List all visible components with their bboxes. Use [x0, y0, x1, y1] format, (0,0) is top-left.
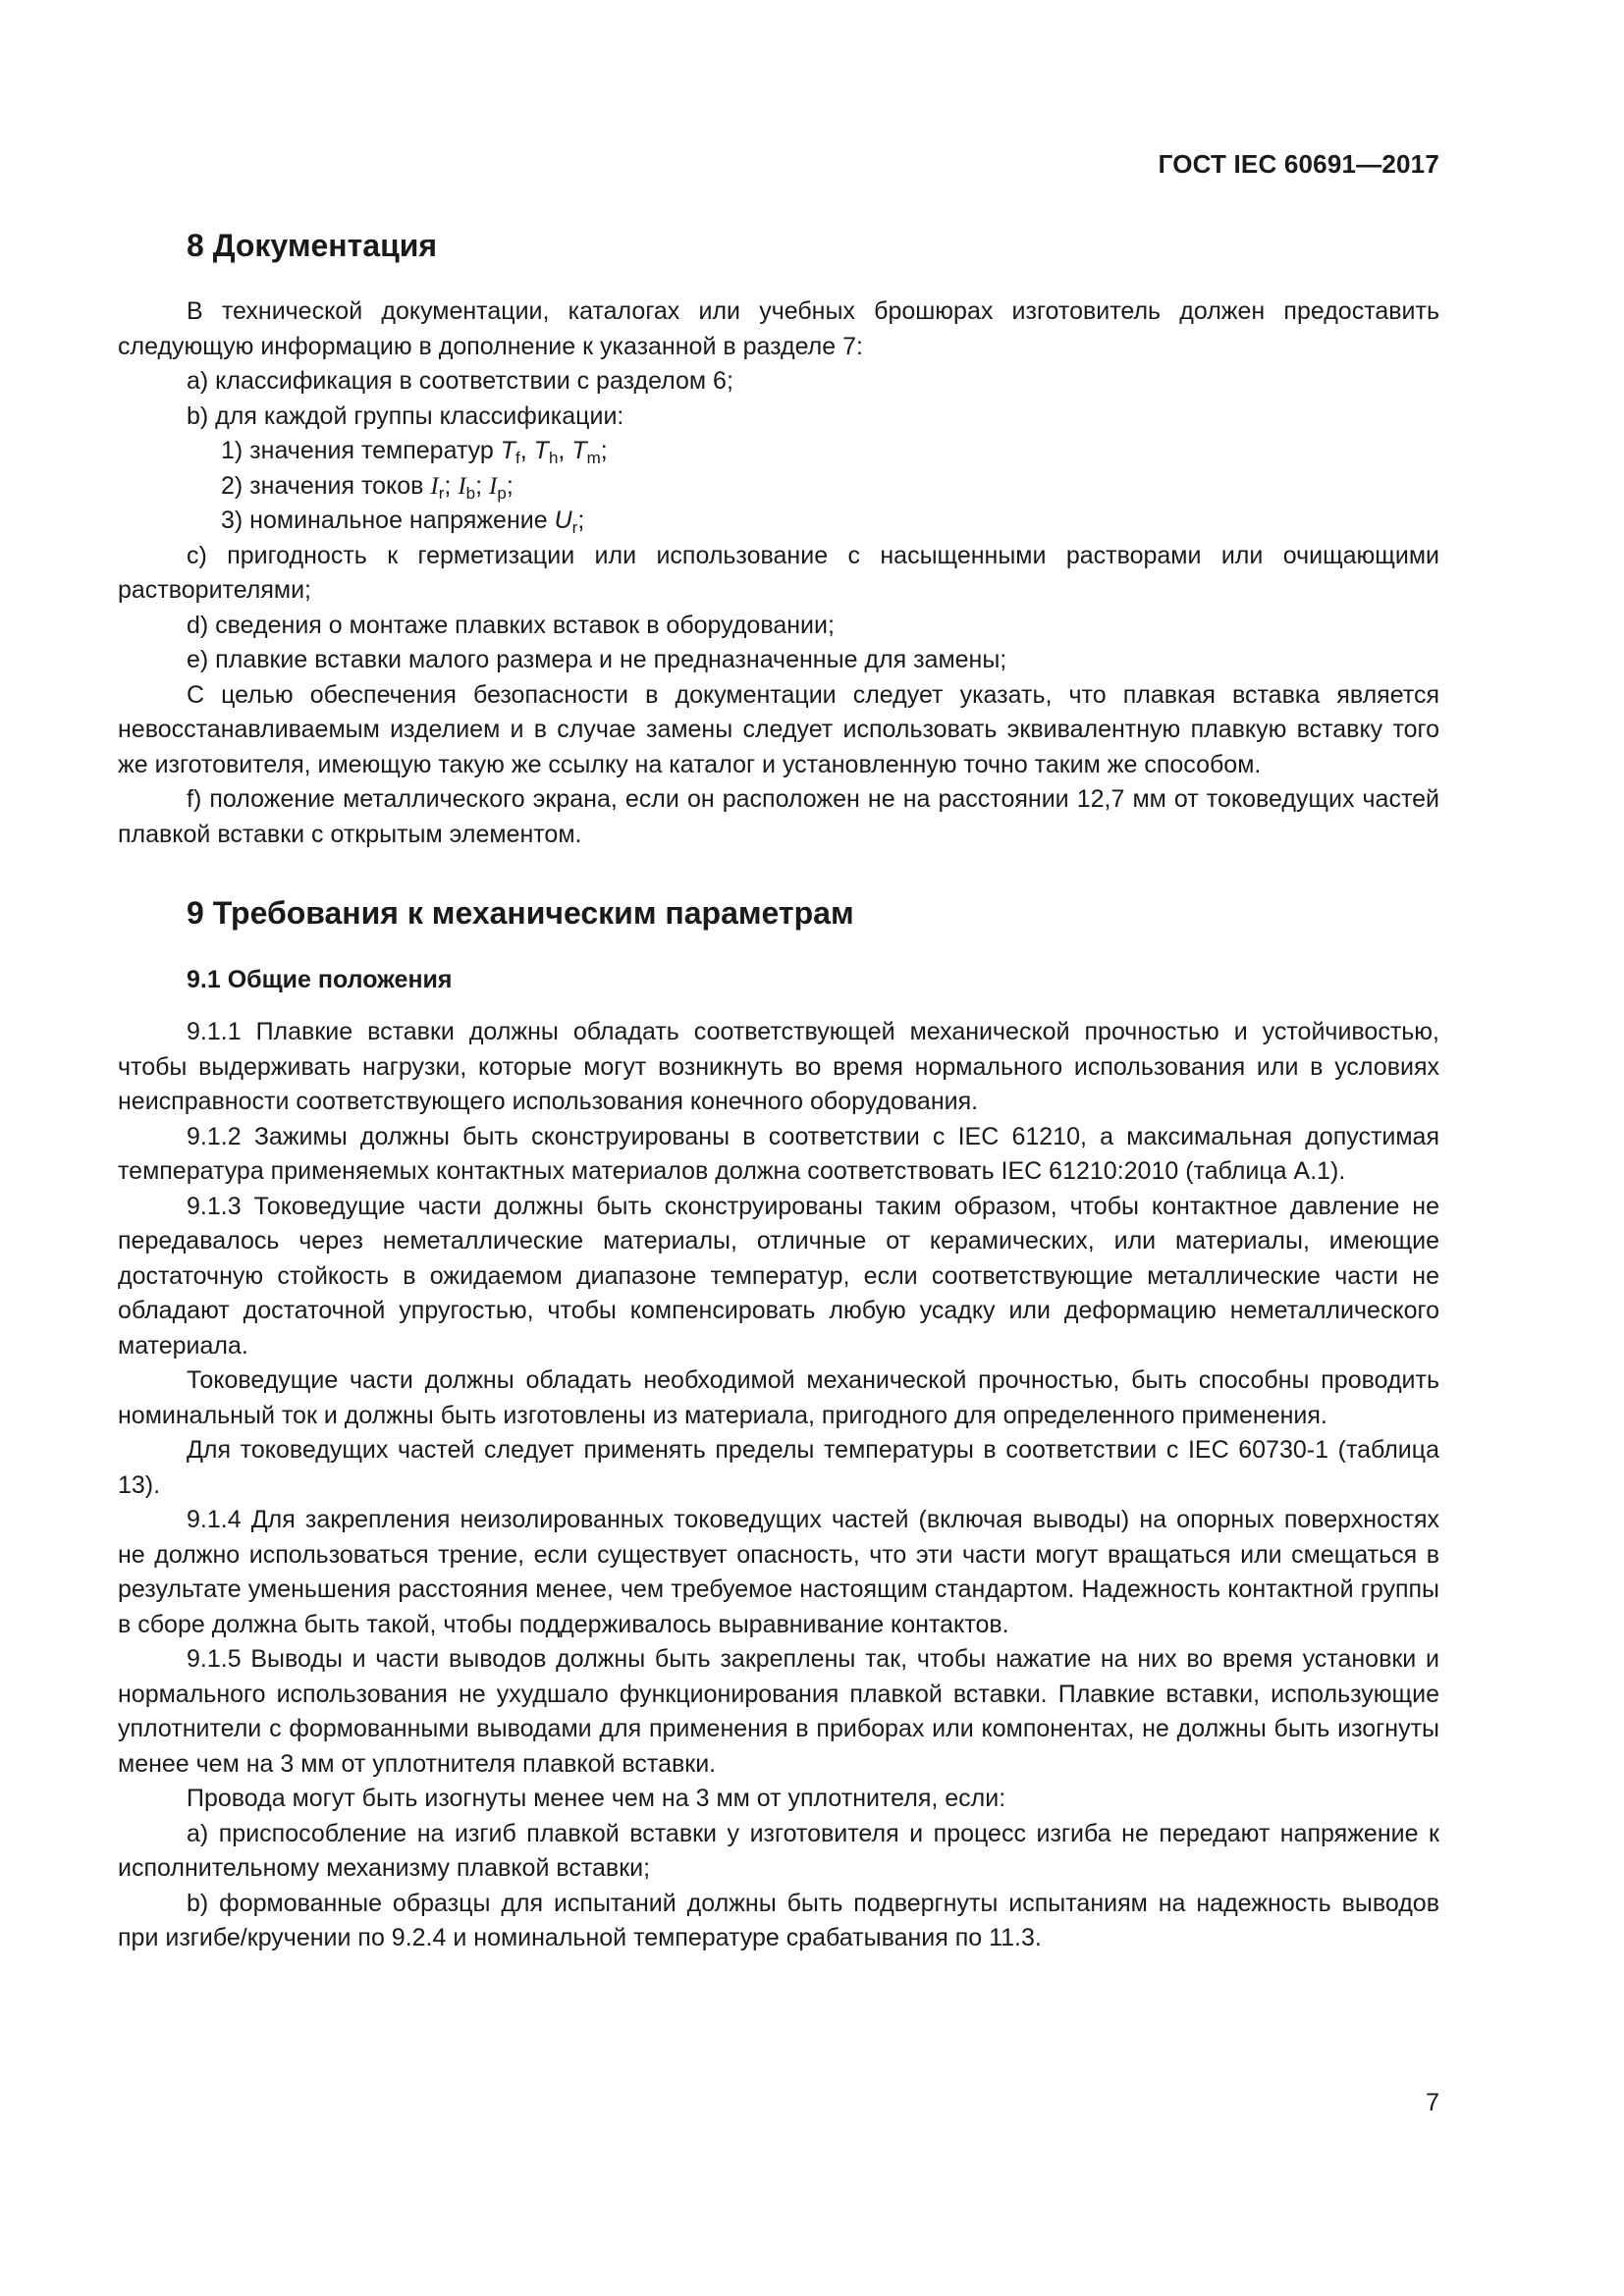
symbol-t: T [500, 437, 516, 464]
sub-item-voltage [221, 504, 1439, 539]
standard-code-header: ГОСТ IEC 60691—2017 [1158, 149, 1439, 179]
section-8-title: 8 Документация [187, 228, 438, 263]
page-content [118, 224, 1439, 1956]
symbol-subscript: r [571, 518, 578, 537]
list-item-f: f) положение металлического экрана, если он расположен не на расстоянии 12,7 мм от токоведущих частей плавкой вставки с открытым элементом. [118, 785, 1439, 848]
list-item-b: b) для каждой группы классификации: [187, 401, 624, 430]
section-8-intro: В технической документации, каталогах или учебных брошюрах изготовитель должен предоставить следующую информацию в дополнение к указанной в разделе 7: [118, 297, 1439, 360]
sub-item-prefix: 2) значения токов [221, 471, 431, 500]
symbol-i: I [489, 472, 498, 500]
symbol-subscript: h [548, 449, 559, 467]
separator: , [519, 437, 534, 464]
symbol-t: T [533, 437, 549, 464]
paragraph-9-1-3: 9.1.3 Токоведущие части должны быть сконструированы таким образом, чтобы контактное давление не передавалось через неметаллические материалы, отличные от керамических, или материалы, имеющие достаточную стойкость в ожидаемом диапазоне температур, если соответствующие металлические части не обладают достаточной упругостью, чтобы компенсировать любую усадку или деформацию неметаллического материала. [118, 1192, 1439, 1360]
sub-item-temperatures [221, 434, 1439, 469]
paragraph-9-1-5-wires: Провода могут быть изогнуты менее чем на 3 мм от уплотнителя, если: [187, 1785, 1006, 1812]
paragraph-9-1-4: 9.1.4 Для закрепления неизолированных токоведущих частей (включая выводы) на опорных поверхностях не должно использоваться трение, если существует опасность, что эти части могут вращаться или смещаться в результате уменьшения расстояния менее, чем требуемое настоящим стандартом. Надежность контактной группы в сборе должна быть такой, чтобы поддерживалось выравнивание контактов. [118, 1506, 1439, 1638]
symbol-t: T [571, 437, 587, 464]
list-item-9-1-5-b: b) формованные образцы для испытаний должны быть подвергнуты испытаниям на надежность выводов при изгибе/кручении по 9.2.4 и номинальной температуре срабатывания по 11.3. [118, 1889, 1439, 1951]
sub-item-end: ; [506, 471, 514, 500]
section-9-title: 9 Требования к механическим параметрам [187, 895, 854, 931]
list-item-c: c) пригодность к герметизации или использование с насыщенными растворами или очищающими растворителями; [118, 541, 1439, 604]
subsection-9-1-title: 9.1 Общие положения [187, 966, 453, 993]
sub-item-end: ; [600, 437, 608, 464]
symbol-i: I [430, 472, 439, 500]
symbol-subscript: m [586, 449, 601, 467]
sub-item-end: ; [577, 507, 585, 534]
symbol-subscript: b [465, 483, 476, 503]
safety-note: С целью обеспечения безопасности в документации следует указать, что плавкая вставка является невосстанавливаемым изделием и в случае замены следует использовать эквивалентную плавкую вставку того же изготовителя, имеющую такую же ссылку на каталог и установленную точно таким же способом. [118, 680, 1439, 778]
list-item-9-1-5-a: a) приспособление на изгиб плавкой вставки у изготовителя и процесс изгиба не передают напряжение к исполнительному механизму плавкой вставки; [118, 1819, 1439, 1882]
sub-item-prefix: 1) значения температур [221, 437, 501, 464]
paragraph-9-1-3-strength: Токоведущие части должны обладать необходимой механической прочностью, быть способны проводить номинальный ток и должны быть изготовлены из материала, пригодного для определенного применения. [118, 1366, 1439, 1429]
separator: , [558, 437, 572, 464]
paragraph-9-1-2: 9.1.2 Зажимы должны быть сконструированы в соответствии с IEC 61210, а максимальная допустимая температура применяемых контактных материалов должна соответствовать IEC 61210:2010 (таблица А.1). [118, 1122, 1439, 1185]
symbol-subscript: f [515, 449, 520, 467]
separator: ; [444, 471, 459, 500]
symbol-u: U [554, 507, 572, 534]
list-item-e: e) плавкие вставки малого размера и не предназначенные для замены; [187, 646, 1007, 673]
separator: ; [475, 471, 490, 500]
list-item-d: d) сведения о монтаже плавких вставок в оборудовании; [187, 611, 835, 639]
sub-item-currents [221, 469, 1439, 505]
list-item-a: a) классификация в соответствии с разделом 6; [187, 367, 733, 395]
symbol-i: I [458, 472, 466, 500]
paragraph-9-1-5: 9.1.5 Выводы и части выводов должны быть закреплены так, чтобы нажатие на них во время установки и нормального использования не ухудшало функционирования плавкой вставки. Плавкие вставки, использующие уплотнители с формованными выводами для применения в приборах или компонентах, не должны быть изогнуты менее чем на 3 мм от уплотнителя плавкой вставки. [118, 1645, 1439, 1778]
paragraph-9-1-1: 9.1.1 Плавкие вставки должны обладать соответствующей механической прочностью и устойчивостью, чтобы выдерживать нагрузки, которые могут возникнуть во время нормального использования или в условиях неисправности соответствующего использования конечного оборудования. [118, 1018, 1439, 1115]
symbol-subscript: p [497, 483, 507, 503]
symbol-subscript: r [438, 483, 445, 503]
paragraph-9-1-3-temperature: Для токоведущих частей следует применять пределы температуры в соответствии с IEC 60730-1 (таблица 13). [118, 1436, 1439, 1499]
page-number: 7 [1426, 2089, 1439, 2116]
sub-item-prefix: 3) номинальное напряжение [221, 507, 555, 534]
